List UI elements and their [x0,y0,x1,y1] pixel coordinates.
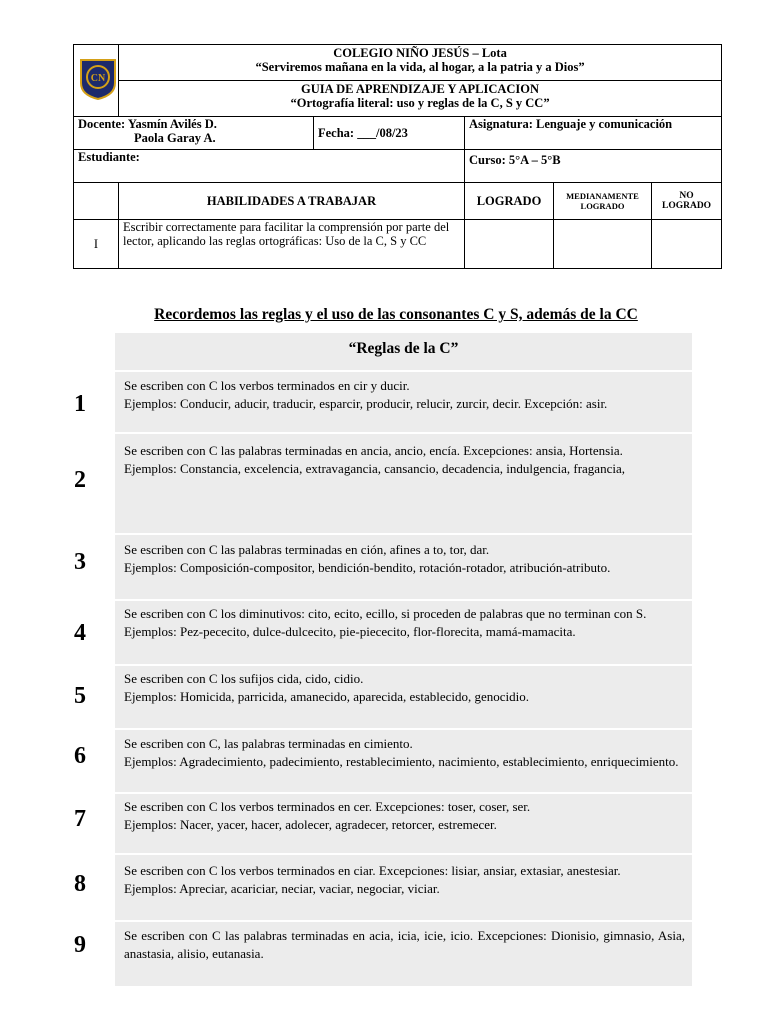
rule-separator [115,920,692,922]
rule-1-line-1: Se escriben con C los verbos terminados en cir y ducir. [124,378,410,393]
guide-title: GUIA DE APRENDIZAJE Y APLICACION [301,82,540,96]
rule-2-text [124,442,685,478]
rule-8-text [124,862,685,898]
rule-separator [115,792,692,794]
rule-4-line-2: Ejemplos: Pez-pececito, dulce-dulcecito, pie-piececito, flor-florecita, mamá-mamacita. [124,624,576,639]
svg-text:CN: CN [90,73,106,84]
rule-7-text [124,798,685,834]
rule-3-text [124,541,685,577]
rule-3-line-2: Ejemplos: Composición-compositor, bendición-bendito, rotación-rotador, atribución-atributo. [124,560,611,575]
rules-title: “Reglas de la C” [348,340,459,357]
rule-5-line-1: Se escriben con C los sufijos cida, cido, cidio. [124,671,364,686]
asignatura-cell: Asignatura: Lenguaje y comunicación [465,117,722,150]
rule-7-line-2: Ejemplos: Nacer, yacer, hacer, adolecer, agradecer, retorcer, estremecer. [124,817,497,832]
skill-number: I [74,220,119,269]
rule-4-text [124,605,685,641]
skill-medianamente-box [554,220,652,269]
rule-number-1: 1 [74,391,86,417]
rule-number-9: 9 [74,932,86,958]
skill-no-logrado-box [652,220,722,269]
guide-subtitle: “Ortografía literal: uso y reglas de la C, S y CC” [290,96,550,110]
rule-5-text [124,670,685,706]
no-logrado-header: NO LOGRADO [652,183,722,220]
medianamente-header: MEDIANAMENTE LOGRADO [554,183,652,220]
rule-separator [115,853,692,855]
rule-number-5: 5 [74,683,86,709]
rule-2-line-1: Se escriben con C las palabras terminadas en ancia, ancio, encía. Excepciones: ansia, Hortensia. [124,443,623,458]
rule-8-line-1: Se escriben con C los verbos terminados en ciar. Excepciones: lisiar, ansiar, extasiar, anestesiar. [124,863,621,878]
rule-separator [115,664,692,666]
header-table [73,44,722,269]
fecha-cell: Fecha: ___/08/23 [314,117,465,150]
guide-title-cell [119,81,722,117]
curso-cell: Curso: 5°A – 5°B [465,150,722,183]
rule-9-text [124,927,685,963]
logrado-header: LOGRADO [465,183,554,220]
rule-9-line-1: Se escriben con C las palabras terminadas en acia, icia, icie, icio. Excepciones: Dionisio, gimnasio, Asia, anastasia, alisio, eutanasia. [124,928,685,961]
rule-number-4: 4 [74,620,86,646]
rule-number-8: 8 [74,871,86,897]
rule-7-line-1: Se escriben con C los verbos terminados en cer. Excepciones: toser, coser, ser. [124,799,531,814]
rule-8-line-2: Ejemplos: Apreciar, acariciar, neciar, vaciar, negociar, viciar. [124,881,440,896]
skills-header: HABILIDADES A TRABAJAR [119,183,465,220]
rule-3-line-1: Se escriben con C las palabras terminadas en ción, afines a to, tor, dar. [124,542,490,557]
rule-number-3: 3 [74,549,86,575]
logo-cell [74,45,119,117]
rule-6-line-2: Ejemplos: Agradecimiento, padecimiento, restablecimiento, nacimiento, establecimiento, enriquecimiento. [124,754,679,769]
rule-number-7: 7 [74,806,86,832]
rule-number-2: 2 [74,467,86,493]
rule-separator [115,533,692,535]
docente-cell [74,117,314,150]
rule-5-line-2: Ejemplos: Homicida, parricida, amanecido, aparecida, establecido, genocidio. [124,689,530,704]
school-info-cell [119,45,722,81]
skills-number-header [74,183,119,220]
skill-logrado-box [465,220,554,269]
rule-separator [115,370,692,372]
school-name: COLEGIO NIÑO JESÚS – Lota [333,46,507,60]
school-motto: “Serviremos mañana en la vida, al hogar, a la patria y a Dios” [255,60,585,74]
rule-6-text [124,735,685,771]
rule-1-line-2: Ejemplos: Conducir, aducir, traducir, esparcir, producir, relucir, zurcir, decir. Excepción: asir. [124,396,608,411]
rule-2-line-2: Ejemplos: Constancia, excelencia, extravagancia, cansancio, decadencia, indulgencia, fragancia, [124,461,625,476]
rule-separator [115,432,692,434]
rule-4-line-1: Se escriben con C los diminutivos: cito, ecito, ecillo, si proceden de palabras que no terminan con S. [124,606,647,621]
school-logo [78,57,118,101]
docente-line-2: Paola Garay A. [134,131,216,145]
docente-line-1: Docente: Yasmín Avilés D. [78,117,217,131]
section-title: Recordemos las reglas y el uso de las consonantes C y S, además de la CC [154,306,638,323]
rule-separator [115,599,692,601]
skill-description: Escribir correctamente para facilitar la comprensión por parte del lector, aplicando las reglas ortográficas: Uso de la C, S y CC [119,220,465,269]
rule-separator [115,728,692,730]
rule-6-line-1: Se escriben con C, las palabras terminadas en cimiento. [124,736,413,751]
rule-1-text [124,377,685,413]
rule-number-6: 6 [74,743,86,769]
estudiante-cell: Estudiante: [74,150,465,183]
